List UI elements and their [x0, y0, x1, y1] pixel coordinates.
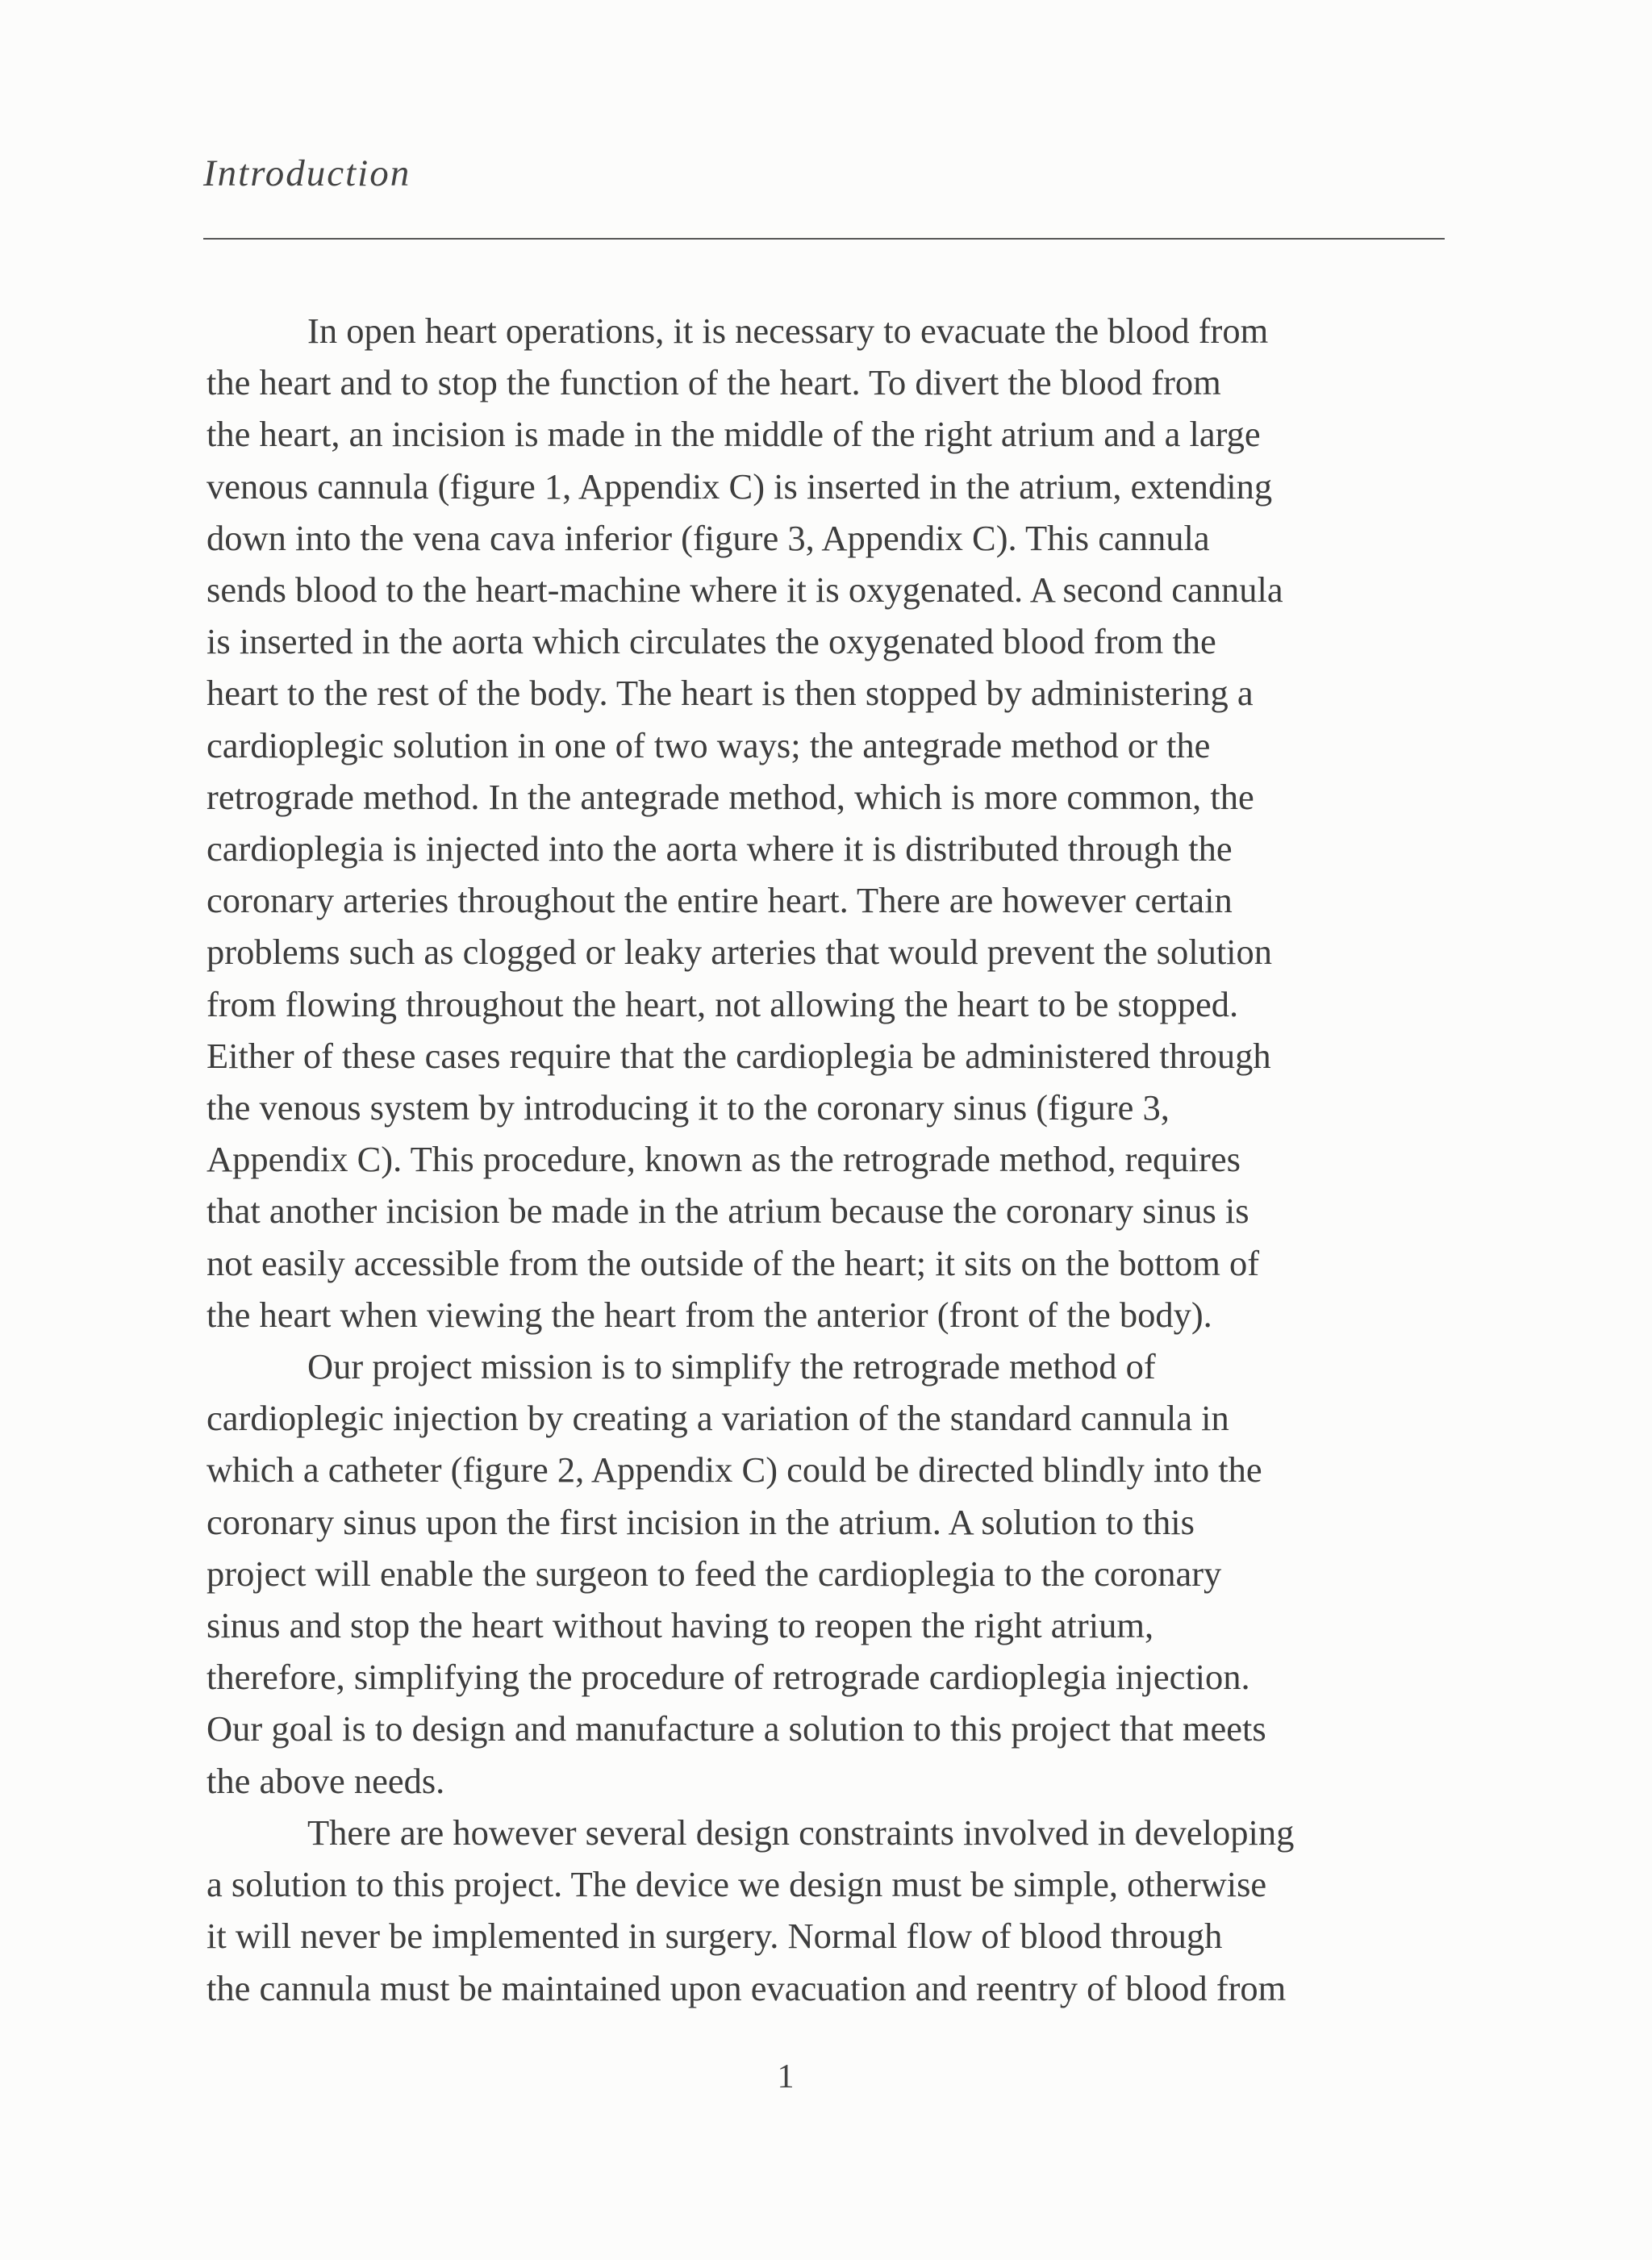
- heading-rule: [203, 238, 1445, 240]
- text-line: which a catheter (figure 2, Appendix C) could be directed blindly into the: [206, 1449, 1262, 1491]
- text-line: that another incision be made in the atrium because the coronary sinus is: [206, 1190, 1249, 1232]
- body-text: [206, 305, 1465, 2014]
- text-line: Either of these cases require that the cardioplegia be administered through: [206, 1035, 1271, 1076]
- text-line: cardioplegic solution in one of two ways; the antegrade method or the: [206, 724, 1211, 765]
- text-line: In open heart operations, it is necessary to evacuate the blood from: [307, 311, 1269, 351]
- text-line: cardioplegia is injected into the aorta where it is distributed through the: [206, 828, 1233, 869]
- text-line: Appendix C). This procedure, known as the retrograde method, requires: [206, 1139, 1241, 1180]
- section-heading: Introduction: [203, 152, 411, 194]
- text-line: sinus and stop the heart without having to reopen the right atrium,: [206, 1605, 1154, 1646]
- text-line: a solution to this project. The device we design must be simple, otherwise: [206, 1864, 1267, 1905]
- text-line: down into the vena cava inferior (figure 3, Appendix C). This cannula: [206, 517, 1210, 558]
- text-line: the heart, an incision is made in the middle of the right atrium and a large: [206, 414, 1261, 455]
- text-line: Our project mission is to simplify the retrograde method of: [307, 1346, 1156, 1387]
- text-line: from flowing throughout the heart, not allowing the heart to be stopped.: [206, 983, 1239, 1024]
- text-line: venous cannula (figure 1, Appendix C) is inserted in the atrium, extending: [206, 465, 1273, 507]
- text-line: the venous system by introducing it to the coronary sinus (figure 3,: [206, 1087, 1170, 1128]
- text-line: coronary sinus upon the first incision in the atrium. A solution to this: [206, 1501, 1195, 1542]
- text-line: cardioplegic injection by creating a variation of the standard cannula in: [206, 1398, 1229, 1439]
- text-line: There are however several design constraints involved in developing: [307, 1812, 1295, 1853]
- text-line: retrograde method. In the antegrade method, which is more common, the: [206, 776, 1254, 817]
- text-line: Our goal is to design and manufacture a solution to this project that meets: [206, 1708, 1266, 1749]
- text-line: it will never be implemented in surgery. Normal flow of blood through: [206, 1916, 1223, 1957]
- text-line: the heart and to stop the function of the heart. To divert the blood from: [206, 362, 1221, 403]
- text-line: project will enable the surgeon to feed the cardioplegia to the coronary: [206, 1553, 1222, 1594]
- text-line: the above needs.: [206, 1760, 445, 1801]
- text-line: the heart when viewing the heart from the anterior (front of the body).: [206, 1294, 1212, 1335]
- text-line: is inserted in the aorta which circulates the oxygenated blood from the: [206, 621, 1216, 662]
- text-line: sends blood to the heart-machine where it is oxygenated. A second cannula: [206, 569, 1283, 611]
- text-line: problems such as clogged or leaky arteries that would prevent the solution: [206, 932, 1273, 973]
- text-line: coronary arteries throughout the entire heart. There are however certain: [206, 880, 1233, 921]
- text-line: not easily accessible from the outside of the heart; it sits on the bottom of: [206, 1242, 1260, 1283]
- text-line: heart to the rest of the body. The heart is then stopped by administering a: [206, 673, 1254, 714]
- text-line: therefore, simplifying the procedure of retrograde cardioplegia injection.: [206, 1657, 1250, 1698]
- text-line: the cannula must be maintained upon evacuation and reentry of blood from: [206, 1967, 1287, 2008]
- page-number: 1: [777, 2058, 795, 2095]
